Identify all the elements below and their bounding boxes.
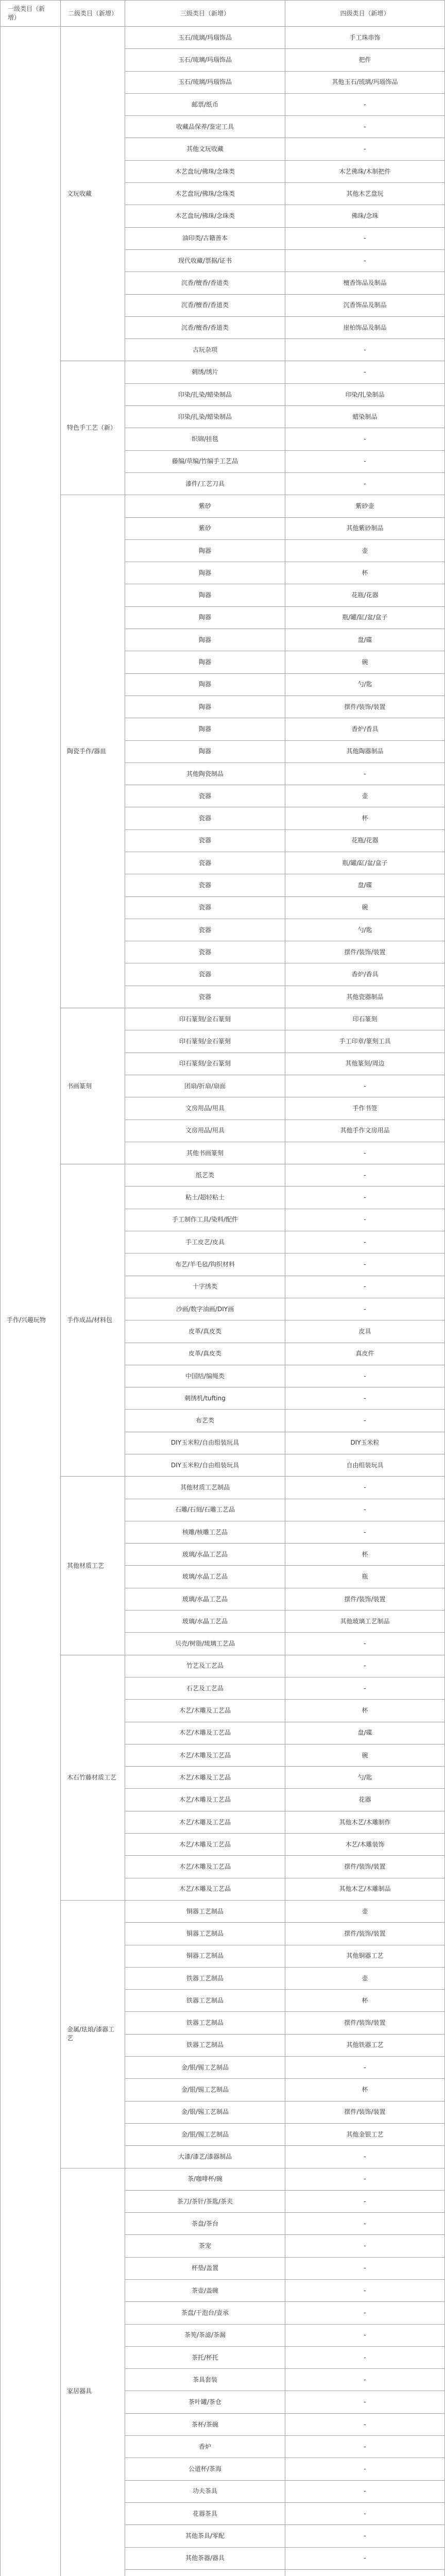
level3-category-cell: 玉石/琉璃/玛瑙饰品 [125, 49, 285, 71]
level4-category-cell: - [285, 2191, 445, 2213]
level4-category-cell: 摆件/装饰/装置 [285, 1588, 445, 1611]
level3-category-cell: 印石篆刻/金石篆刻 [125, 1030, 285, 1053]
level4-category-cell: 摆件/装饰/装置 [285, 941, 445, 963]
level2-category-cell: 手作成品/材料包 [61, 1164, 125, 1477]
level4-category-cell: 杯 [285, 807, 445, 829]
level4-category-cell: - [285, 2347, 445, 2369]
level3-category-cell: 古玩杂项 [125, 339, 285, 361]
level4-category-cell: 香炉/香具 [285, 718, 445, 740]
level3-category-cell: 其他书画篆刻 [125, 1142, 285, 1164]
level3-category-cell: 织锦/挂毯 [125, 428, 285, 450]
level3-category-cell: 瓷器 [125, 785, 285, 807]
level3-category-cell: 木艺盘玩/佛珠/念珠类 [125, 161, 285, 183]
level4-category-cell: - [285, 2325, 445, 2347]
level3-category-cell: 陶器 [125, 741, 285, 763]
level3-category-cell: 藤编/草编/竹编手工艺品 [125, 451, 285, 473]
level3-category-cell: 茶筅/茶滤/茶漏 [125, 2325, 285, 2347]
level3-category-cell: 茶宠 [125, 2235, 285, 2257]
level4-category-cell: 其他木艺/木雕制品 [285, 1878, 445, 1901]
level3-category-cell: 其他陶瓷制品 [125, 763, 285, 785]
level4-category-cell: 壶 [285, 1968, 445, 1990]
level3-category-cell: 陶器 [125, 718, 285, 740]
level3-category-cell: 皮革/真皮类 [125, 1343, 285, 1365]
level3-category-cell: 现代收藏/票据/证书 [125, 250, 285, 272]
level2-category-cell: 其他材质工艺 [61, 1477, 125, 1655]
level4-category-cell: 印石篆刻 [285, 1008, 445, 1030]
level4-category-cell: 瓶/罐/缸/盆/盒子 [285, 852, 445, 874]
level4-category-cell: - [285, 1410, 445, 1432]
level3-category-cell: 陶器 [125, 584, 285, 606]
level4-category-cell: 碗 [285, 1744, 445, 1767]
level4-category-cell: 佛珠/念珠 [285, 205, 445, 227]
level3-category-cell: 铁器工艺制品 [125, 1990, 285, 2012]
level4-category-cell: - [285, 1655, 445, 1677]
level3-category-cell: DIY玉米粒/自由组装玩具 [125, 1432, 285, 1454]
level4-category-cell: - [285, 428, 445, 450]
level4-category-cell: 其他金银工艺 [285, 2124, 445, 2146]
level4-category-cell: - [285, 2369, 445, 2391]
level4-category-cell: - [285, 2548, 445, 2570]
level4-category-cell: 其他玻璃工艺制品 [285, 1611, 445, 1633]
level4-category-cell: 手作书签 [285, 1097, 445, 1120]
level3-category-cell: 茶杯/茶碗 [125, 2414, 285, 2436]
level3-category-cell: 纸艺类 [125, 1164, 285, 1187]
level3-category-cell: 中国结/编绳类 [125, 1365, 285, 1387]
level3-category-cell: 印染/扎染/蜡染制品 [125, 384, 285, 406]
level3-category-cell: 陶器 [125, 540, 285, 562]
level3-category-cell: 其他茶器/器具 [125, 2548, 285, 2570]
level3-category-cell: 收藏品保养/鉴定工具 [125, 116, 285, 138]
level4-category-cell: 把件 [285, 49, 445, 71]
level4-category-cell: 蜡染制品 [285, 406, 445, 428]
level3-category-cell: 沙画/数字油画/DIY画 [125, 1298, 285, 1320]
level3-category-cell: 瓷器 [125, 986, 285, 1008]
level4-category-cell: 其他手作文房用品 [285, 1120, 445, 1142]
level3-category-cell: 邮票/纸币 [125, 94, 285, 116]
level3-category-cell: 金/银/锡工艺制品 [125, 2102, 285, 2124]
level3-category-cell: 瓷器 [125, 919, 285, 941]
level3-category-cell: 沉香/檀香/香道类 [125, 317, 285, 339]
level2-category-cell: 特色手工艺（新） [61, 361, 125, 495]
level4-category-cell: 木艺/木雕装饰 [285, 1834, 445, 1856]
level3-category-cell: 紫砂 [125, 495, 285, 517]
level3-category-cell: 布艺类 [125, 1410, 285, 1432]
level3-category-cell: 花器茶具 [125, 2503, 285, 2525]
level3-category-cell: 玉石/琉璃/玛瑙饰品 [125, 72, 285, 94]
level3-category-cell: 木艺/木雕及工艺品 [125, 1722, 285, 1744]
level4-category-cell: 盘/碟 [285, 1722, 445, 1744]
level4-category-cell: DIY玉米粒 [285, 1432, 445, 1454]
level4-category-cell: 瓶 [285, 1566, 445, 1588]
level4-category-cell: - [285, 2280, 445, 2302]
level4-category-cell: - [285, 2213, 445, 2235]
level4-category-cell: 碗 [285, 651, 445, 673]
level4-category-cell: - [285, 2525, 445, 2547]
level3-category-cell: 玉石/琉璃/玛瑙饰品 [125, 27, 285, 49]
level3-category-cell: 印染/扎染/蜡染制品 [125, 406, 285, 428]
level3-category-cell: 大漆/漆艺/漆器制品 [125, 2146, 285, 2168]
level4-category-cell: - [285, 473, 445, 495]
level4-category-cell: 盘/碟 [285, 874, 445, 896]
level3-category-cell: 铜器工艺制品 [125, 1923, 285, 1945]
level4-category-cell: 勺/匙 [285, 674, 445, 696]
level4-category-cell: 盘/碟 [285, 629, 445, 651]
level4-category-cell: - [285, 2057, 445, 2079]
level3-category-cell: 瓷器 [125, 852, 285, 874]
level4-category-cell: 手工印章/篆刻工具 [285, 1030, 445, 1053]
level3-category-cell: 公道杯/茶海 [125, 2458, 285, 2480]
level3-category-cell: 玻璃/水晶工艺品 [125, 1544, 285, 1566]
level3-category-cell: 香炉 [125, 2436, 285, 2458]
level3-category-cell: 陶器 [125, 629, 285, 651]
level3-category-cell: 陶器 [125, 696, 285, 718]
level2-category-cell: 家居器具 [61, 2168, 125, 2576]
level3-category-cell: 木艺/木雕及工艺品 [125, 1811, 285, 1834]
level4-category-cell: 木艺佛珠/木制把件 [285, 161, 445, 183]
level4-category-cell: 其他陶器制品 [285, 741, 445, 763]
level4-category-cell: - [285, 1187, 445, 1209]
level4-category-cell: - [285, 1499, 445, 1521]
level4-category-cell: 摆件/装饰/装置 [285, 2012, 445, 2034]
level2-category-cell: 金属/珐琅/漆器工艺 [61, 1901, 125, 2168]
level4-category-cell: - [285, 1276, 445, 1298]
level3-category-cell: 沉香/檀香/香道类 [125, 272, 285, 294]
level4-category-cell: - [285, 1521, 445, 1544]
level4-category-cell: 壶 [285, 1901, 445, 1923]
level3-category-cell: 布艺/羊毛毡/钩织材料 [125, 1253, 285, 1276]
level4-category-cell: 花器 [285, 1789, 445, 1811]
level4-category-cell: - [285, 2302, 445, 2324]
level4-category-cell: - [285, 1075, 445, 1097]
level2-category-cell: 陶瓷手作/器皿 [61, 495, 125, 1008]
level3-category-cell: 文房用品/用具 [125, 1097, 285, 1120]
level3-category-cell: 茶壶/盖碗 [125, 2280, 285, 2302]
level3-category-cell: 核雕/核雕工艺品 [125, 1521, 285, 1544]
level4-category-cell: 印染/扎染制品 [285, 384, 445, 406]
level4-category-cell: - [285, 1365, 445, 1387]
level3-category-cell: 杯垫/盖置 [125, 2258, 285, 2280]
level4-category-cell: 花瓶/花器 [285, 584, 445, 606]
level4-category-cell: 其他紫砂制品 [285, 518, 445, 540]
level3-category-cell: 木艺/木雕及工艺品 [125, 1878, 285, 1901]
level4-category-cell: 摆件/装饰/装置 [285, 2102, 445, 2124]
level4-category-cell: 自由组装玩具 [285, 1454, 445, 1477]
level4-category-cell: 杯 [285, 1990, 445, 2012]
level3-category-cell: 玻璃/水晶工艺品 [125, 1566, 285, 1588]
level3-category-cell: 沉香/檀香/香道类 [125, 295, 285, 317]
level4-category-cell: - [285, 2503, 445, 2525]
level4-category-cell: 勺/匙 [285, 919, 445, 941]
level4-category-cell: 摆件/装饰/装置 [285, 696, 445, 718]
level4-category-cell: - [285, 138, 445, 160]
level4-category-cell: 勺/匙 [285, 1767, 445, 1789]
level3-category-cell: 金/银/锡工艺制品 [125, 2057, 285, 2079]
level3-category-cell: 茶具套装 [125, 2369, 285, 2391]
level4-category-cell: 瓶/罐/缸/盆/盒子 [285, 607, 445, 629]
level4-category-cell: 香炉/香具 [285, 963, 445, 986]
level4-category-cell: - [285, 2391, 445, 2413]
level4-category-cell: - [285, 339, 445, 361]
level4-category-cell: 壶 [285, 785, 445, 807]
level4-category-cell: - [285, 1142, 445, 1164]
level4-category-cell: 皮具 [285, 1320, 445, 1343]
level4-category-cell: - [285, 2168, 445, 2191]
level4-category-cell: - [285, 2436, 445, 2458]
level4-category-cell: 杯 [285, 562, 445, 584]
level3-category-cell: DIY玉米粒/自由组装玩具 [125, 1454, 285, 1477]
level4-category-cell: 壶 [285, 540, 445, 562]
level3-category-cell: 其他茶具/零配 [125, 2525, 285, 2547]
level4-category-cell: 杯 [285, 1544, 445, 1566]
level3-category-cell: 其他文玩收藏 [125, 138, 285, 160]
level4-category-cell: - [285, 250, 445, 272]
level4-category-cell: 摆件/装饰/装置 [285, 1856, 445, 1878]
level3-category-cell: 茶/咖啡杯/碗 [125, 2168, 285, 2191]
level3-category-cell: 手工制作工具/染料/配件 [125, 1209, 285, 1231]
level4-category-cell: 沉香饰品及制品 [285, 295, 445, 317]
level3-category-cell: 铁器工艺制品 [125, 1968, 285, 1990]
level4-category-cell: 其他篆刻/周边 [285, 1053, 445, 1075]
level3-category-cell: 木艺/木雕及工艺品 [125, 1744, 285, 1767]
level3-category-cell: 木艺盘玩/佛珠/念珠类 [125, 183, 285, 205]
level4-category-cell: - [285, 94, 445, 116]
level4-category-cell: - [285, 1164, 445, 1187]
level3-category-cell: 印石篆刻/金石篆刻 [125, 1053, 285, 1075]
level4-category-cell [285, 2570, 445, 2576]
header-level4: 四级类目（新增） [285, 0, 445, 27]
level3-category-cell: 茶刀/茶针/茶匙/茶夹 [125, 2191, 285, 2213]
level4-category-cell: - [285, 1253, 445, 1276]
level3-category-cell: 木艺/木雕及工艺品 [125, 1789, 285, 1811]
level3-category-cell: 铜器工艺制品 [125, 1945, 285, 1968]
level3-category-cell: 茶盘/茶台 [125, 2213, 285, 2235]
level3-category-cell: 陶器 [125, 674, 285, 696]
level3-category-cell: 陶器 [125, 651, 285, 673]
level3-category-cell: 竹艺及工艺品 [125, 1655, 285, 1677]
level4-category-cell: 其他瓷器制品 [285, 986, 445, 1008]
level2-category-cell: 木石竹藤材质工艺 [61, 1655, 125, 1901]
level3-category-cell: 铜器工艺制品 [125, 1901, 285, 1923]
level3-category-cell: 紫砂 [125, 518, 285, 540]
header-level2: 二级类目（新增） [61, 0, 125, 27]
level4-category-cell: 真皮件 [285, 1343, 445, 1365]
level3-category-cell: 油印类/古籍善本 [125, 228, 285, 250]
level3-category-cell: 陶器 [125, 607, 285, 629]
level4-category-cell: - [285, 1298, 445, 1320]
level3-category-cell: 皮革/真皮类 [125, 1320, 285, 1343]
level3-category-cell: 茶盘/干泡台/壶承 [125, 2302, 285, 2324]
level3-category-cell: 印石篆刻/金石篆刻 [125, 1008, 285, 1030]
level3-category-cell: 瓷器 [125, 874, 285, 896]
level3-category-cell: 文房用品/用具 [125, 1120, 285, 1142]
level3-category-cell: 瓷器 [125, 941, 285, 963]
level3-category-cell: 刺绣/绣片 [125, 361, 285, 383]
level4-category-cell: 杯 [285, 1700, 445, 1722]
level4-category-cell: 其他木艺盘玩 [285, 183, 445, 205]
level4-category-cell: 摆件/装饰/装置 [285, 1923, 445, 1945]
level4-category-cell: 檀香饰品及制品 [285, 272, 445, 294]
level4-category-cell: - [285, 116, 445, 138]
level3-category-cell: 漆件/工艺刀具 [125, 473, 285, 495]
level4-category-cell: - [285, 2458, 445, 2480]
level4-category-cell: - [285, 2146, 445, 2168]
level4-category-cell: 杯 [285, 2079, 445, 2101]
level4-category-cell: - [285, 763, 445, 785]
level4-category-cell: 崖柏饰品及制品 [285, 317, 445, 339]
level3-category-cell: 瓷器 [125, 830, 285, 852]
level4-category-cell: - [285, 1209, 445, 1231]
level3-category-cell: 石雕/石刻/石雕工艺品 [125, 1499, 285, 1521]
level3-category-cell: 铁器工艺制品 [125, 2035, 285, 2057]
level1-category-cell: 手作/兴趣玩物 [0, 27, 61, 2576]
level3-category-cell: 刺绣机/tufting [125, 1387, 285, 1410]
level3-category-cell: 茶托/杯托 [125, 2347, 285, 2369]
level3-category-cell: 粘土/超轻粘土 [125, 1187, 285, 1209]
level4-category-cell: - [285, 2235, 445, 2257]
level4-category-cell: - [285, 1633, 445, 1655]
level4-category-cell: - [285, 1477, 445, 1499]
level4-category-cell: 其他铜器工艺 [285, 1945, 445, 1968]
level3-category-cell: 金/银/锡工艺制品 [125, 2124, 285, 2146]
level3-category-cell: 木艺盘玩/佛珠/念珠类 [125, 205, 285, 227]
level3-category-cell: 玻璃/水晶工艺品 [125, 1611, 285, 1633]
level3-category-cell: 十字绣类 [125, 1276, 285, 1298]
header-level3: 三级类目（新增） [125, 0, 285, 27]
level3-category-cell: 铁器工艺制品 [125, 2012, 285, 2034]
level4-category-cell: - [285, 2414, 445, 2436]
level4-category-cell: - [285, 2258, 445, 2280]
level4-category-cell: - [285, 228, 445, 250]
level4-category-cell: - [285, 1231, 445, 1253]
level3-category-cell: 团扇/折扇/扇面 [125, 1075, 285, 1097]
level4-category-cell: 其他木艺/木雕制作 [285, 1811, 445, 1834]
level4-category-cell: 花瓶/花器 [285, 830, 445, 852]
level3-category-cell: 木艺/木雕及工艺品 [125, 1700, 285, 1722]
level3-category-cell: 茶叶罐/茶仓 [125, 2391, 285, 2413]
level3-category-cell: 木艺/木雕及工艺品 [125, 1834, 285, 1856]
level4-category-cell: - [285, 1387, 445, 1410]
level3-category-cell: 功夫茶具 [125, 2481, 285, 2503]
level2-category-cell: 文玩收藏 [61, 27, 125, 361]
level4-category-cell: 碗 [285, 897, 445, 919]
level4-category-cell: - [285, 1677, 445, 1700]
level4-category-cell: 手工珠串饰 [285, 27, 445, 49]
level4-category-cell: - [285, 2481, 445, 2503]
level4-category-cell: - [285, 361, 445, 383]
level3-category-cell: 石艺及工艺品 [125, 1677, 285, 1700]
header-level1: 一级类目（新增） [0, 0, 61, 27]
level3-category-cell [125, 2570, 285, 2576]
level3-category-cell: 瓷器 [125, 807, 285, 829]
level3-category-cell: 木艺/木雕及工艺品 [125, 1856, 285, 1878]
level3-category-cell: 玻璃/水晶工艺品 [125, 1588, 285, 1611]
level3-category-cell: 木艺/木雕及工艺品 [125, 1767, 285, 1789]
level3-category-cell: 贝壳/树脂/琉璃工艺品 [125, 1633, 285, 1655]
level2-category-cell: 书画篆刻 [61, 1008, 125, 1164]
level3-category-cell: 金/银/锡工艺制品 [125, 2079, 285, 2101]
level4-category-cell: 其他玉石/琉璃/玛瑙饰品 [285, 72, 445, 94]
level3-category-cell: 其他材质工艺制品 [125, 1477, 285, 1499]
level3-category-cell: 瓷器 [125, 963, 285, 986]
level4-category-cell: 其他铁器工艺 [285, 2035, 445, 2057]
level3-category-cell: 陶器 [125, 562, 285, 584]
level4-category-cell: - [285, 451, 445, 473]
level3-category-cell: 手工皮艺/皮具 [125, 1231, 285, 1253]
level3-category-cell: 瓷器 [125, 897, 285, 919]
level4-category-cell: 紫砂壶 [285, 495, 445, 517]
